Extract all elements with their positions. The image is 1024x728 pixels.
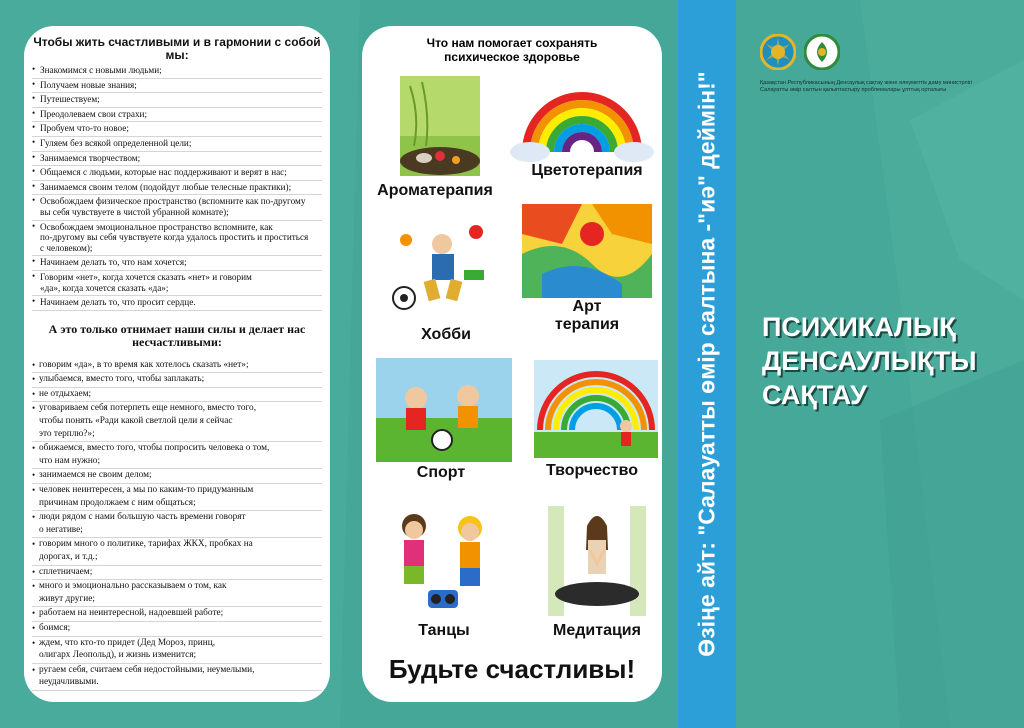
list-item: • Начинаем делать то, что нам хочется;: [32, 256, 322, 271]
list-item: • улыбаемся, вместо того, чтобы заплакать;: [32, 373, 322, 388]
meditation-image: [542, 506, 652, 616]
caption-aromatherapy: Ароматерапия: [377, 182, 493, 199]
sport-image: [376, 358, 512, 462]
happy-list-heading: Чтобы жить счастливыми и в гармонии с собой мы:: [33, 35, 321, 62]
color-therapy-image: [510, 78, 654, 162]
list-item: • говорим много о политике, тарифах ЖКХ, пробках на дорогах, и т.д.;: [32, 538, 322, 565]
hobby-image: [386, 210, 496, 312]
creativity-image: [534, 360, 658, 458]
list-item: • Занимаемся своим телом (подойдут любые телесные практики);: [32, 181, 322, 196]
middle-panel: [362, 26, 662, 702]
list-item: • Получаем новые знания;: [32, 79, 322, 94]
list-item: • Начинаем делать то, что просит сердце.: [32, 296, 322, 311]
list-item: • Преодолеваем свои страхи;: [32, 108, 322, 123]
middle-panel-title: Что нам помогает сохранять психическое здоровье: [426, 36, 598, 64]
caption-sport: Спорт: [416, 464, 466, 481]
list-item: • Общаемся с людьми, которые нас поддерживают и верят в нас;: [32, 166, 322, 181]
caption-color-therapy: Цветотерапия: [531, 162, 643, 179]
list-item: • Пробуем что-то новое;: [32, 122, 322, 137]
ministry-caption: Қазақстан Республикасының Денсаулық сақтау және әлеуметтік даму министрлігі Салауатты өмір салтын қалыптастыру проблемалары ұлттық орталығы: [760, 80, 973, 93]
list-item: • обижаемся, вместо того, чтобы попросить человека о том, что нам нужно;: [32, 442, 322, 469]
caption-meditation: Медитация: [553, 622, 641, 639]
list-item: • много и эмоционально рассказываем о том, как живут другие;: [32, 580, 322, 607]
caption-creativity: Творчество: [545, 462, 639, 479]
list-item: • ругаем себя, считаем себя недостойными, неумелыми, неудачливыми.: [32, 664, 322, 691]
dance-image: [378, 506, 504, 614]
caption-art-therapy: Арт терапия: [554, 298, 620, 333]
list-item: • уговариваем себя потерпеть еще немного, вместо того, чтобы понять «Ради какой светлой цели я сейчас это терплю?»;: [32, 402, 322, 442]
state-emblem-logo: [760, 34, 796, 70]
list-item: • человек неинтересен, а мы по каким-то придуманным причинам продолжаем с ним общаться;: [32, 484, 322, 511]
list-item: • работаем на неинтересной, надоевшей работе;: [32, 607, 322, 622]
list-item: • ждем, что кто-то придет (Дед Мороз, принц, олигарх Леопольд), и жизнь изменится;: [32, 637, 322, 664]
left-text-panel: [24, 26, 330, 702]
health-center-logo: [804, 34, 840, 70]
unhappy-list-heading: А это только отнимает наши силы и делает нас несчастливыми:: [48, 321, 306, 349]
list-item: • Путешествуем;: [32, 93, 322, 108]
list-item: • Освобождаем эмоциональное пространство вспомните, как по-другому вы себя чувствуете когда удалось простить и проститься с человеком);: [32, 221, 322, 257]
art-therapy-image: [522, 204, 652, 298]
list-item: • люди рядом с нами большую часть времени говорят о негативе;: [32, 511, 322, 538]
strip-slogan-text: Өзіңе айт: "Салауатты өмір салтына -"иә" деймін!": [693, 71, 720, 657]
aromatherapy-image: [400, 76, 480, 176]
caption-dance: Танцы: [418, 622, 470, 639]
list-item: • Гуляем без всякой определенной цели;: [32, 137, 322, 152]
list-item: • сплетничаем;: [32, 566, 322, 581]
list-item: • боимся;: [32, 622, 322, 637]
cover-title: ПСИХИКАЛЫҚ ДЕНСАУЛЫҚТЫ САҚТАУ: [762, 312, 977, 410]
happy-list: [32, 64, 322, 311]
list-item: • Занимаемся творчеством;: [32, 152, 322, 167]
list-item: • Знакомимся с новыми людьми;: [32, 64, 322, 79]
unhappy-list: [32, 359, 322, 691]
list-item: • говорим «да», в то время как хотелось сказать «нет»;: [32, 359, 322, 374]
list-item: • занимаемся не своим делом;: [32, 469, 322, 484]
caption-hobby: Хобби: [421, 326, 471, 343]
slogan-strip: [678, 0, 736, 728]
list-item: • Освобождаем физическое пространство (вспомните как по-другому вы себя чувствуете в чистой убранной комнате);: [32, 195, 322, 220]
list-item: • не отдыхаем;: [32, 388, 322, 403]
slogan-be-happy: Будьте счастливы!: [388, 654, 636, 684]
list-item: • Говорим «нет», когда хочется сказать «нет» и говорим «да», когда хочется сказать «да»;: [32, 271, 322, 296]
